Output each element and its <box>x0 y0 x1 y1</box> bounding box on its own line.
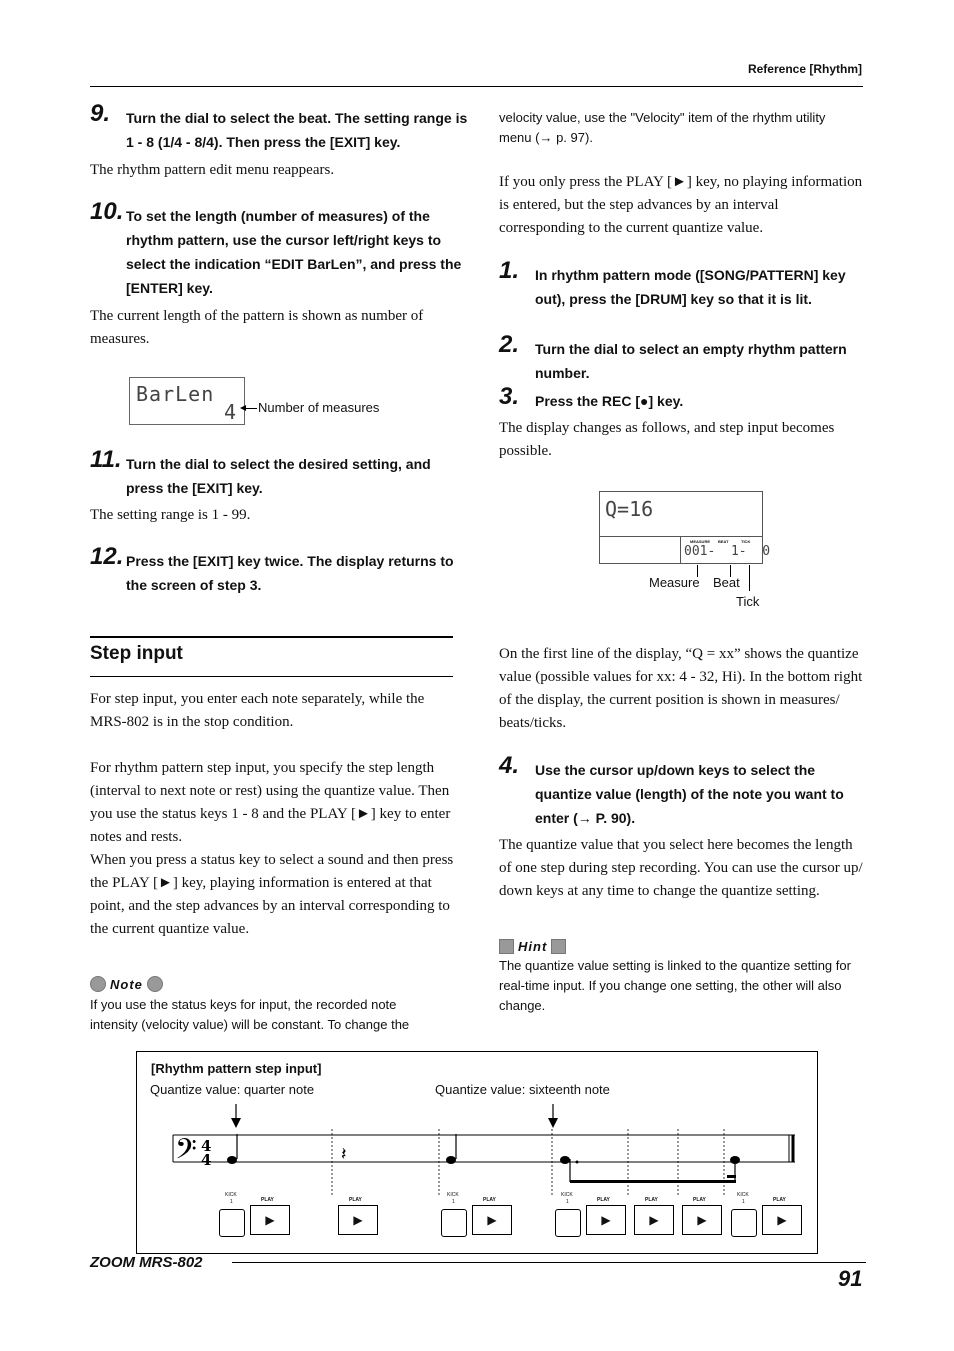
body-line: the current quantize value. <box>90 921 250 937</box>
step-11-line: press the [EXIT] key. <box>126 480 263 496</box>
body-line: beats/ticks. <box>499 715 567 731</box>
body-line: On the first line of the display, “Q = xx” shows the quantize <box>499 646 859 662</box>
time-sig-icon: 4 <box>201 1151 212 1169</box>
body-line: (interval to next note or rest) using the quantize value. Then <box>90 783 450 799</box>
tick-header: TICK <box>741 539 751 544</box>
kick-label: KICK <box>447 1192 459 1198</box>
kick-key-icon <box>731 1209 757 1237</box>
kick-key-icon <box>441 1209 467 1237</box>
play-label: PLAY <box>773 1197 786 1203</box>
step-10-text <box>126 204 461 300</box>
play-paragraph <box>499 171 862 240</box>
footer-rule <box>232 1262 866 1263</box>
measure-label: Measure <box>649 575 700 590</box>
step-11-text <box>126 452 431 500</box>
sixteenth-note-icon <box>730 1156 740 1182</box>
kick-number: 1 <box>452 1199 455 1205</box>
step-3-body <box>499 417 834 463</box>
note-heading <box>90 975 163 993</box>
note-badge-icon <box>147 976 163 992</box>
step-4-line: Use the cursor up/down keys to select the <box>535 762 816 778</box>
diagram-title: [Rhythm pattern step input] <box>151 1061 322 1076</box>
step-12-number: 12. <box>90 543 124 570</box>
quantize-readout: Q=16 <box>605 497 654 521</box>
step-1-line: out), press the [DRUM] key so that it is lit. <box>535 291 812 307</box>
play-key-icon: ▶ <box>472 1205 512 1235</box>
step-2-line: Turn the dial to select an empty rhythm pattern <box>535 341 847 357</box>
dotted-eighth-note-icon <box>560 1156 579 1182</box>
sixteenth-note-label: Quantize value: sixteenth note <box>435 1082 610 1097</box>
step-9-number: 9. <box>90 100 111 127</box>
step-1-text <box>535 263 846 311</box>
play-label: PLAY <box>597 1197 610 1203</box>
tick-pointer <box>749 565 750 591</box>
note-beam <box>727 1175 736 1178</box>
step-1-line: In rhythm pattern mode ([SONG/PATTERN] key <box>535 267 846 283</box>
body-line: notes and rests. <box>90 829 183 845</box>
play-label: PLAY <box>645 1197 658 1203</box>
quarter-note-icon <box>227 1134 237 1164</box>
play-label: PLAY <box>693 1197 706 1203</box>
beat-header: BEAT <box>718 539 729 544</box>
kick-label: KICK <box>225 1192 237 1198</box>
beat-label: Beat <box>713 575 740 590</box>
step-1-number: 1. <box>499 257 520 284</box>
body-line: of the display, the current position is shown in measures/ <box>499 692 840 708</box>
play-label: PLAY <box>483 1197 496 1203</box>
arrow-head-icon <box>240 405 246 411</box>
step-10-line: select the indication “EDIT BarLen”, and press the <box>126 256 462 272</box>
play-key-icon: ▶ <box>634 1205 674 1235</box>
step-10-line: [ENTER] key. <box>126 280 213 296</box>
hint-text <box>499 956 851 1016</box>
hint-line: change. <box>499 998 546 1013</box>
kick-number: 1 <box>566 1199 569 1205</box>
play-key-icon: ▶ <box>762 1205 802 1235</box>
kick-key-icon <box>555 1209 581 1237</box>
step-11-number: 11. <box>90 446 122 473</box>
note-badge-icon <box>90 976 106 992</box>
step-10-number: 10. <box>90 198 124 225</box>
hint-title: Hint <box>518 938 548 954</box>
hint-badge-icon <box>551 939 566 954</box>
body-line: point, and the step advances by an interval corresponding to <box>90 898 450 914</box>
quarter-rest-icon: 𝄽 <box>341 1144 347 1165</box>
lcd-divider <box>600 536 762 537</box>
step-4-number: 4. <box>499 752 520 779</box>
play-label: PLAY <box>349 1197 362 1203</box>
beat-guides <box>332 1129 724 1197</box>
step-display-lcd <box>599 491 771 564</box>
note-line: menu (→ p. 97). <box>499 130 593 145</box>
body-line: The quantize value that you select here becomes the length <box>499 837 853 853</box>
body-line: For rhythm pattern step input, you specify the step length <box>90 760 435 776</box>
hint-badge-icon <box>499 939 514 954</box>
body-line: value (possible values for xx: 4 - 32, Hi). In the bottom right <box>499 669 863 685</box>
step-3-number: 3. <box>499 383 520 410</box>
position-readout: 001- 1- 0 <box>684 544 771 559</box>
body-line: measures. <box>90 331 150 347</box>
step-3-text: Press the REC [●] key. <box>535 393 684 409</box>
body-line: When you press a status key to select a sound and then press <box>90 852 454 868</box>
barlen-lcd <box>129 377 245 425</box>
step-4-text <box>535 758 844 830</box>
barlen-caption: Number of measures <box>258 400 380 415</box>
paragraph-2 <box>90 757 453 941</box>
body-line: For step input, you enter each note separately, while the <box>90 691 425 707</box>
body-line: The display changes as follows, and step input becomes <box>499 420 835 436</box>
note-text <box>90 995 409 1035</box>
keys-row <box>137 1189 817 1253</box>
paragraph-1 <box>90 688 424 734</box>
step-9-body: The rhythm pattern edit menu reappears. <box>90 162 335 178</box>
hint-heading <box>499 937 566 955</box>
header-rule <box>90 86 863 87</box>
body-line: The current length of the pattern is shown as number of <box>90 308 424 324</box>
step-9-line: 1 - 8 (1/4 - 8/4). Then press the [EXIT] key. <box>126 134 401 150</box>
measure-header: MEASURE <box>690 539 711 544</box>
note-title: Note <box>110 976 143 992</box>
step-4-line: quantize value (length) of the note you want to <box>535 786 844 802</box>
step-9-text <box>126 106 467 154</box>
step-12-line: Press the [EXIT] key twice. The display returns to <box>126 553 454 569</box>
barlen-lcd-value: 4 <box>224 400 237 424</box>
footer-product: ZOOM MRS-802 <box>90 1254 203 1271</box>
section-rule-bottom <box>90 676 453 677</box>
quarter-note-icon <box>446 1134 456 1164</box>
play-key-icon: ▶ <box>586 1205 626 1235</box>
step-10-line: To set the length (number of measures) of the <box>126 208 430 224</box>
body-line: the PLAY [►] key, playing information is entered at that <box>90 875 432 891</box>
running-header: Reference [Rhythm] <box>747 62 862 76</box>
barlen-lcd-label: BarLen <box>136 382 215 406</box>
sixteenth-arrow-icon <box>548 1104 558 1128</box>
play-key-icon: ▶ <box>682 1205 722 1235</box>
note-line: velocity value, use the "Velocity" item of the rhythm utility <box>499 110 826 125</box>
body-line: is entered, but the step advances by an interval <box>499 197 779 213</box>
body-line: corresponding to the current quantize value. <box>499 220 764 236</box>
kick-label: KICK <box>737 1192 749 1198</box>
step-12-line: the screen of step 3. <box>126 577 262 593</box>
note-line: If you use the status keys for input, the recorded note <box>90 997 397 1012</box>
body-line: possible. <box>499 443 552 459</box>
quarter-note-label: Quantize value: quarter note <box>150 1082 315 1097</box>
kick-number: 1 <box>230 1199 233 1205</box>
step-11-body: The setting range is 1 - 99. <box>90 507 251 523</box>
body-line: If you only press the PLAY [►] key, no playing information <box>499 174 863 190</box>
step-11-line: Turn the dial to select the desired setting, and <box>126 456 431 472</box>
note-line: intensity (velocity value) will be constant. To change the <box>90 1017 410 1032</box>
step-10-body <box>90 305 423 351</box>
step-4-line: enter (→ P. 90). <box>535 810 636 826</box>
play-key-icon: ▶ <box>338 1205 378 1235</box>
page-number: 91 <box>838 1266 863 1291</box>
step-4-body <box>499 834 863 903</box>
step-9-line: Turn the dial to select the beat. The setting range is <box>126 110 468 126</box>
kick-number: 1 <box>742 1199 745 1205</box>
section-rule-top <box>90 636 453 638</box>
step-12-text <box>126 549 454 597</box>
quantize-paragraph <box>499 643 862 735</box>
step-input-diagram <box>136 1051 818 1254</box>
bass-clef-icon: 𝄢 <box>175 1133 197 1173</box>
step-2-line: number. <box>535 365 590 381</box>
lcd-divider <box>680 536 681 563</box>
step-2-text <box>535 337 847 385</box>
body-line: of one step during step recording. You can use the cursor up/ <box>499 860 863 876</box>
note-continuation <box>499 108 825 148</box>
body-line: MRS-802 is in the stop condition. <box>90 714 294 730</box>
note-beam <box>570 1180 736 1183</box>
kick-key-icon <box>219 1209 245 1237</box>
kick-label: KICK <box>561 1192 573 1198</box>
step-2-number: 2. <box>499 331 520 358</box>
step-10-line: rhythm pattern, use the cursor left/right keys to <box>126 232 442 248</box>
quarter-arrow-icon <box>231 1104 241 1128</box>
hint-line: real-time input. If you change one setting, the other will also <box>499 978 842 993</box>
section-title: Step input <box>90 643 183 664</box>
play-label: PLAY <box>261 1197 274 1203</box>
play-key-icon: ▶ <box>250 1205 290 1235</box>
body-line: down keys at any time to change the quantize setting. <box>499 883 820 899</box>
tick-label: Tick <box>736 594 760 609</box>
body-line: you use the status keys 1 - 8 and the PLAY [►] key to enter <box>90 806 451 822</box>
hint-line: The quantize value setting is linked to the quantize setting for <box>499 958 851 973</box>
time-sig-icon: 4 <box>201 1137 212 1155</box>
